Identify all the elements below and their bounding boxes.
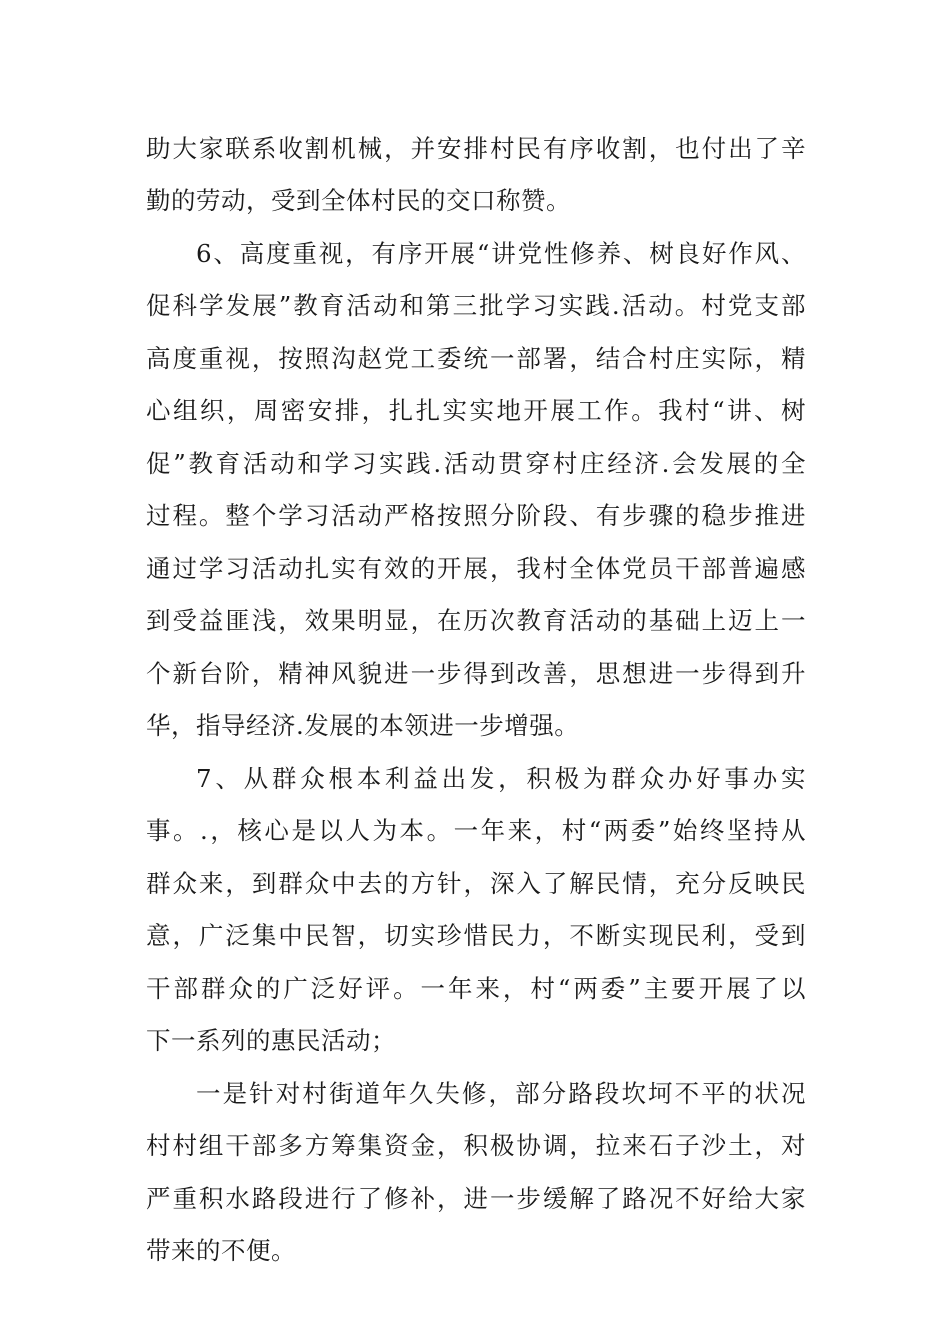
text-line: 促”教育活动和学习实践.活动贯穿村庄经济.会发展的全 [146,449,806,478]
text-line: 事。.，核心是以人为本。一年来，村“两委”始终坚持从 [146,816,806,845]
text-line: 促科学发展”教育活动和第三批学习实践.活动。村党支部 [146,291,806,320]
text-line: 带来的不便。 [146,1236,296,1265]
text-line: 勤的劳动，受到全体村民的交口称赞。 [146,186,571,215]
text-line: 个新台阶，精神风貌进一步得到改善，思想进一步得到升 [146,659,806,688]
text-line: 助大家联系收割机械，并安排村民有序收割，也付出了辛 [146,134,806,163]
text-line: 到受益匪浅，效果明显，在历次教育活动的基础上迈上一 [146,606,806,635]
text-line: 华，指导经济.发展的本领进一步增强。 [146,711,580,740]
text-line: 群众来，到群众中去的方针，深入了解民情，充分反映民 [146,869,806,898]
text-line: 一是针对村街道年久失修，部分路段坎坷不平的状况 [196,1079,806,1108]
text-line: 7、从群众根本利益出发，积极为群众办好事办实 [196,764,806,793]
text-line: 下一系列的惠民活动； [146,1026,396,1055]
text-line: 村村组干部多方筹集资金，积极协调，拉来石子沙土，对 [146,1131,806,1160]
text-line: 心组织，周密安排，扎扎实实地开展工作。我村“讲、树 [146,396,806,425]
text-line: 干部群众的广泛好评。一年来，村“两委”主要开展了以 [146,974,806,1003]
text-line: 6、高度重视，有序开展“讲党性修养、树良好作风、 [196,239,806,268]
text-line: 意，广泛集中民智，切实珍惜民力，不断实现民利，受到 [146,921,806,950]
text-line: 高度重视，按照沟赵党工委统一部署，结合村庄实际，精 [146,344,806,373]
text-line: 通过学习活动扎实有效的开展，我村全体党员干部普遍感 [146,554,806,583]
text-line: 过程。整个学习活动严格按照分阶段、有步骤的稳步推进 [146,501,806,530]
text-line: 严重积水路段进行了修补，进一步缓解了路况不好给大家 [146,1184,806,1213]
